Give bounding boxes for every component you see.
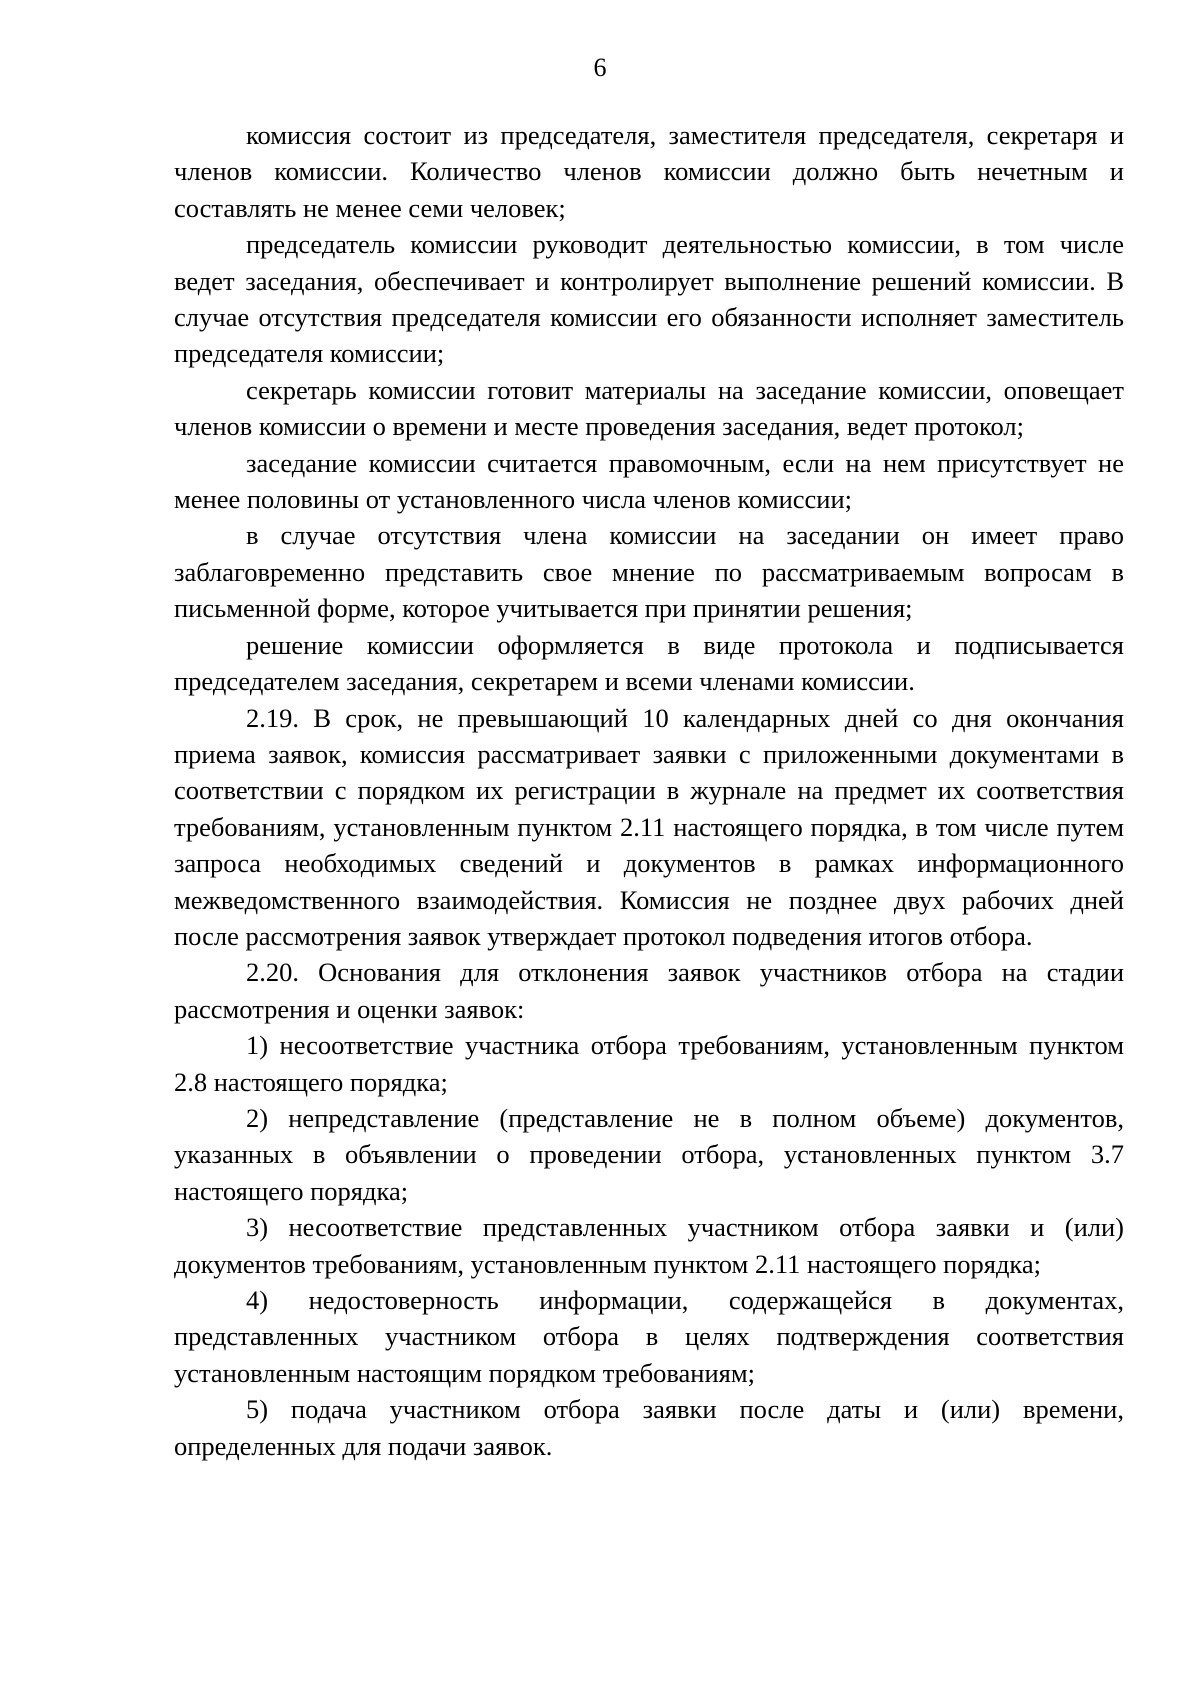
section-2-19-paragraph: 2.19. В срок, не превышающий 10 календарных дней со дня окончания приема заявок, комиссия рассматривает заявки с приложенными документами в соответствии с порядком их регистрации в журнале на предмет их соответствия требованиям, установленным пунктом 2.11 настоящего порядка, в том числе путем запроса необходимых сведений и документов в рамках информационного межведомственного взаимодействия. Комиссия не позднее двух рабочих дней после рассмотрения заявок утверждает протокол подведения итогов отбора. [174, 702, 1124, 951]
list-item-5: 5) подача участником отбора заявки после даты и (или) времени, определенных для подачи заявок. [174, 1394, 1124, 1461]
paragraph: заседание комиссии считается правомочным, если на нем присутствует не менее половины от установленного числа членов комиссии; [174, 447, 1124, 515]
list-item-1: 1) несоответствие участника отбора требованиям, установленным пунктом 2.8 настоящего порядка; [174, 1030, 1124, 1097]
paragraph: комиссия состоит из председателя, заместителя председателя, секретаря и членов комиссии. Количество членов комиссии должно быть нечетным и составлять не менее семи человек; [174, 120, 1124, 223]
paragraph: секретарь комиссии готовит материалы на заседание комиссии, оповещает членов комиссии о времени и месте проведения заседания, ведет протокол; [174, 374, 1124, 442]
list-item-2: 2) непредставление (представление не в полном объеме) документов, указанных в объявлении о проведении отбора, установленных пунктом 3.7 настоящего порядка; [174, 1102, 1124, 1206]
paragraph: в случае отсутствия члена комиссии на заседании он имеет право заблаговременно представить свое мнение по рассматриваемым вопросам в письменной форме, которое учитывается при принятии решения; [174, 520, 1124, 624]
list-item-4: 4) недостоверность информации, содержащейся в документах, представленных участником отбора в целях подтверждения соответствия установленным настоящим порядком требованиям; [174, 1285, 1124, 1388]
document-body [174, 117, 1124, 1464]
section-2-20-paragraph: 2.20. Основания для отклонения заявок участников отбора на стадии рассмотрения и оценки заявок: [174, 957, 1124, 1024]
paragraph: решение комиссии оформляется в виде протокола и подписывается председателем заседания, секретарем и всеми членами комиссии. [174, 629, 1124, 697]
paragraph: председатель комиссии руководит деятельностью комиссии, в том числе ведет заседания, обеспечивает и контролирует выполнение решений комиссии. В случае отсутствия председателя комиссии его обязанности исполняет заместитель председателя комиссии; [174, 229, 1124, 369]
page-number: 6 [593, 53, 607, 82]
list-item-3: 3) несоответствие представленных участником отбора заявки и (или) документов требованиям, установленным пунктом 2.11 настоящего порядка; [174, 1212, 1124, 1279]
